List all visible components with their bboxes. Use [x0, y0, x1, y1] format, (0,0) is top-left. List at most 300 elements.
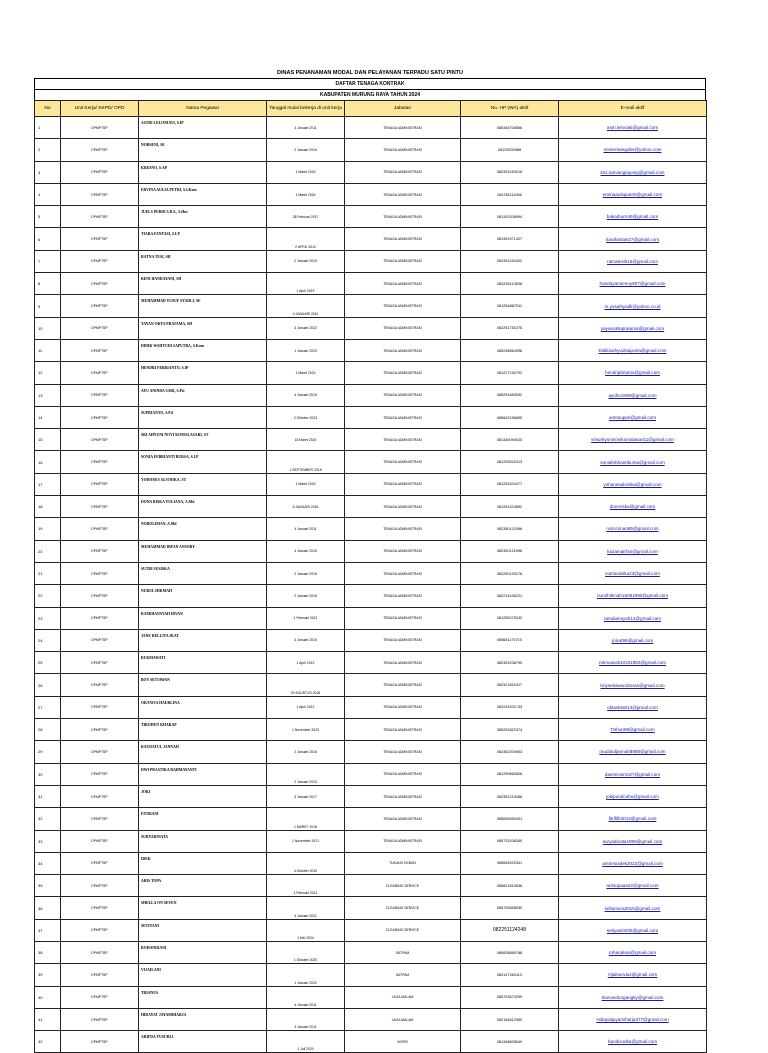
- row-number: 35: [35, 875, 61, 897]
- start-date-cell: 1 Oktober 2020: [267, 941, 345, 963]
- name-cell: MUHAMMAD YUSUF SYADLI, SE: [139, 295, 267, 317]
- name-cell: NURUL HIKMAH: [139, 585, 267, 607]
- start-date-cell: 1 Maret 2024: [267, 473, 345, 495]
- column-header-email: E-mail aktif: [559, 101, 707, 117]
- email-link[interactable]: norol.iman85@gmail.com: [559, 518, 707, 540]
- row-number: 10: [35, 317, 61, 339]
- position-cell: CLEANING SERVICE: [345, 919, 461, 941]
- email-link[interactable]: jokipurulcahu@gmail.com: [559, 785, 707, 807]
- phone-cell: 082352204963: [461, 741, 559, 763]
- table-row: [35, 852, 707, 874]
- position-cell: TENAGA ADMINISTRASI: [345, 117, 461, 139]
- row-number: 2: [35, 139, 61, 161]
- position-cell: TENAGA ADMINISTRASI: [345, 429, 461, 451]
- table-row: [35, 473, 707, 495]
- position-cell: TENAGA ADMINISTRASI: [345, 273, 461, 295]
- email-link[interactable]: yayanoktapratama@gmail.com: [559, 317, 707, 339]
- table-row: [35, 228, 707, 250]
- unit-cell: DPMPTSP: [61, 696, 139, 718]
- name-cell: SHELLA ON SEVEN: [139, 897, 267, 919]
- row-number: 31: [35, 785, 61, 807]
- unit-cell: DPMPTSP: [61, 161, 139, 183]
- name-cell: YOHANES ALVINIKA, ST: [139, 473, 267, 495]
- row-number: 3: [35, 161, 61, 183]
- phone-cell: 085821810636: [461, 875, 559, 897]
- position-cell: TENAGA ADMINISTRASI: [345, 406, 461, 428]
- row-number: 37: [35, 919, 61, 941]
- row-number: 33: [35, 830, 61, 852]
- start-date-cell: 4 Januari 2021: [267, 897, 345, 919]
- name-cell: SUTRI SUSISKA: [139, 562, 267, 584]
- table-row: [35, 384, 707, 406]
- name-cell: ARIFDA YUSURLI: [139, 1031, 267, 1053]
- email-link[interactable]: raudatuljannah8988@gmail.com: [559, 741, 707, 763]
- table-row: [35, 117, 707, 139]
- name-cell: VIJAILANI: [139, 964, 267, 986]
- position-cell: TENAGA ADMINISTRASI: [345, 362, 461, 384]
- name-cell: TIROHUN KHARAP: [139, 719, 267, 741]
- table-row: [35, 317, 707, 339]
- row-number: 20: [35, 540, 61, 562]
- unit-cell: DPMPTSP: [61, 228, 139, 250]
- start-date-cell: 4 Januari 2011: [267, 117, 345, 139]
- header-row: [35, 101, 707, 117]
- phone-cell: 082255113538: [461, 273, 559, 295]
- table-row: [35, 941, 707, 963]
- row-number: 23: [35, 607, 61, 629]
- name-cell: RAUDATUL JANNAH: [139, 741, 267, 763]
- phone-cell: 081253324477: [461, 473, 559, 495]
- unit-cell: DPMPTSP: [61, 830, 139, 852]
- row-number: 16: [35, 451, 61, 473]
- email-link[interactable]: ramdiansyah12@gmail.com: [559, 607, 707, 629]
- table-row: [35, 451, 707, 473]
- row-number: 28: [35, 719, 61, 741]
- unit-cell: DPMPTSP: [61, 339, 139, 361]
- position-cell: TENAGA ADMINISTRASI: [345, 228, 461, 250]
- name-cell: RATNA TESI, SH: [139, 250, 267, 272]
- row-number: 15: [35, 429, 61, 451]
- table-row: [35, 585, 707, 607]
- column-header-no: No: [35, 101, 61, 117]
- position-cell: TENAGA ADMINISTRASI: [345, 763, 461, 785]
- phone-cell: 081345094020: [461, 429, 559, 451]
- phone-cell: 081253542313: [461, 451, 559, 473]
- position-cell: TENAGA ADMINISTRASI: [345, 607, 461, 629]
- name-cell: RUKMAWATI: [139, 652, 267, 674]
- table-row: [35, 540, 707, 562]
- start-date-cell: 1 Februari 2021: [267, 607, 345, 629]
- start-date-cell: 2 Januari 2018: [267, 741, 345, 763]
- unit-cell: DPMPTSP: [61, 986, 139, 1008]
- phone-cell: 082224201733: [461, 696, 559, 718]
- unit-cell: DPMPTSP: [61, 295, 139, 317]
- email-link[interactable]: Hidayatjayamiharja377@gmail.com: [559, 1008, 707, 1030]
- table-row: [35, 986, 707, 1008]
- name-cell: HIDAYAT JAYAMIHARJA: [139, 1008, 267, 1030]
- email-link[interactable]: hendripbrianto@gmail.com: [559, 362, 707, 384]
- position-cell: TENAGA ADMINISTRASI: [345, 317, 461, 339]
- phone-cell: 085733208340: [461, 830, 559, 852]
- row-number: 22: [35, 585, 61, 607]
- table-row: [35, 652, 707, 674]
- table-row: [35, 696, 707, 718]
- unit-cell: DPMPTSP: [61, 250, 139, 272]
- table-row: [35, 518, 707, 540]
- position-cell: TENAGA ADMINISTRASI: [345, 206, 461, 228]
- unit-cell: DPMPTSP: [61, 473, 139, 495]
- email-link[interactable]: sutrisusiska23@gmail.com: [559, 562, 707, 584]
- position-cell: TENAGA ADMINISTRASI: [345, 674, 461, 696]
- phone-cell: 081255275242: [461, 607, 559, 629]
- table-row: [35, 183, 707, 205]
- email-link[interactable]: donnriska@gmail.com: [559, 496, 707, 518]
- column-header-unit: Unit Kerja/ SKPD/ OPD: [61, 101, 139, 117]
- unit-cell: DPMPTSP: [61, 852, 139, 874]
- row-number: 5: [35, 206, 61, 228]
- start-date-cell: 3 Januari 2011: [267, 1008, 345, 1030]
- start-date-cell: 1 SEPTEMBER 2015: [267, 451, 345, 473]
- table-row: [35, 496, 707, 518]
- name-cell: ARIS TOPA: [139, 875, 267, 897]
- position-cell: TENAGA ADMINISTRASI: [345, 161, 461, 183]
- email-link[interactable]: boysetiawandraras@gmail.com: [559, 674, 707, 696]
- email-link[interactable]: jr.ikat96@gmail.com: [559, 629, 707, 651]
- phone-cell: 082352219286: [461, 785, 559, 807]
- start-date-cell: 2 Januari 2016: [267, 139, 345, 161]
- start-date-cell: 3 Januari 2017: [267, 785, 345, 807]
- email-link[interactable]: rukmawati10101982@gmail.com: [559, 652, 707, 674]
- position-cell: CLEANING SERVICE: [345, 875, 461, 897]
- unit-cell: DPMPTSP: [61, 406, 139, 428]
- row-number: 13: [35, 384, 61, 406]
- start-date-cell: 1 Januari 2023: [267, 339, 345, 361]
- position-cell: TENAGA ADMINISTRASI: [345, 585, 461, 607]
- name-cell: NORSENI, SE: [139, 139, 267, 161]
- position-cell: TENAGA ADMINISTRASI: [345, 496, 461, 518]
- row-number: 30: [35, 763, 61, 785]
- position-cell: SATPAM: [345, 964, 461, 986]
- table-row: [35, 830, 707, 852]
- table-row: [35, 964, 707, 986]
- unit-cell: DPMPTSP: [61, 1008, 139, 1030]
- table-row: [35, 429, 707, 451]
- column-header-jabatan: Jabatan: [345, 101, 461, 117]
- position-cell: SATPAM: [345, 941, 461, 963]
- phone-cell: 081254887911: [461, 295, 559, 317]
- name-cell: SRI AHYUNI NOVI KOMALASARI, ST: [139, 429, 267, 451]
- email-link[interactable]: aristopaaa22@gmail.com: [559, 875, 707, 897]
- row-number: 18: [35, 496, 61, 518]
- start-date-cell: 2 Januari 2018: [267, 562, 345, 584]
- row-number: 4: [35, 183, 61, 205]
- table-row: [35, 139, 707, 161]
- unit-cell: DPMPTSP: [61, 585, 139, 607]
- name-cell: HENDRI FEBRIANTO, S.IP: [139, 362, 267, 384]
- table-row: [35, 362, 707, 384]
- email-link[interactable]: suryadinata1988@gmail.com: [559, 830, 707, 852]
- name-cell: DONA RISKA YULIANA, A.Md: [139, 496, 267, 518]
- position-cell: TENAGA ADMINISTRASI: [345, 518, 461, 540]
- unit-cell: DPMPTSP: [61, 919, 139, 941]
- email-link[interactable]: yohanesalvinika@gmail.com: [559, 473, 707, 495]
- phone-cell: 085753670299: [461, 986, 559, 1008]
- name-cell: DWI PRASTIKA RAHMAYANTI: [139, 763, 267, 785]
- start-date-cell: 6 JANUARI 2016: [267, 496, 345, 518]
- email-link[interactable]: astri.leloniati@gmail.com: [559, 117, 707, 139]
- row-number: 34: [35, 852, 61, 874]
- table-row: [35, 897, 707, 919]
- start-date-cell: 2 Januari 2023: [267, 763, 345, 785]
- name-cell: KRESNO, S.AP: [139, 161, 267, 183]
- row-number: 36: [35, 897, 61, 919]
- start-date-cell: 4 Januari 2016: [267, 540, 345, 562]
- position-cell: JAGA MALAM: [345, 1008, 461, 1030]
- email-link[interactable]: ks1.tamianglayang@gmail.com: [559, 161, 707, 183]
- position-cell: TENAGA ADMINISTRASI: [345, 696, 461, 718]
- phone-cell: 082251124248: [461, 919, 559, 941]
- unit-cell: DPMPTSP: [61, 763, 139, 785]
- email-link[interactable]: Didikwahyudisaputra@gmail.com: [559, 339, 707, 361]
- start-date-cell: 4 Januari 2011: [267, 986, 345, 1008]
- start-date-cell: 3 Januari 2022: [267, 317, 345, 339]
- table-row: [35, 607, 707, 629]
- email-link[interactable]: setiyani0205@gmail.com: [559, 919, 707, 941]
- email-link[interactable]: ayufio1908@gmail.com: [559, 384, 707, 406]
- name-cell: IDEK: [139, 852, 267, 874]
- email-link[interactable]: antonsuidek2022@gmail.com: [559, 852, 707, 874]
- start-date-cell: 2 Januari 2018: [267, 585, 345, 607]
- unit-cell: DPMPTSP: [61, 451, 139, 473]
- email-link[interactable]: rohandiani@gmail.com: [559, 941, 707, 963]
- row-number: 24: [35, 629, 61, 651]
- row-number: 17: [35, 473, 61, 495]
- name-cell: ROHANDIANI: [139, 941, 267, 963]
- unit-cell: DPMPTSP: [61, 629, 139, 651]
- table-row: [35, 919, 707, 941]
- phone-cell: 082353160016: [461, 161, 559, 183]
- row-number: 27: [35, 696, 61, 718]
- email-link[interactable]: m.yusufsyadli@yahoo.co.id: [559, 295, 707, 317]
- phone-cell: 085602156895: [461, 406, 559, 428]
- unit-cell: DPMPTSP: [61, 384, 139, 406]
- position-cell: TENAGA ADMINISTRASI: [345, 473, 461, 495]
- email-link[interactable]: Tishun68@gmail.com: [559, 719, 707, 741]
- phone-cell: 085252822374: [461, 719, 559, 741]
- position-cell: CLEANING SERVICE: [345, 897, 461, 919]
- phone-cell: 082353238795: [461, 652, 559, 674]
- name-cell: TIARA FANTASI, S.I.P: [139, 228, 267, 250]
- phone-cell: 085654520341: [461, 852, 559, 874]
- position-cell: TENAGA ADMINISTRASI: [345, 719, 461, 741]
- name-cell: JANE RELLITA IKAT: [139, 629, 267, 651]
- position-cell: TENAGA ADMINISTRASI: [345, 451, 461, 473]
- name-cell: MUHAMMAD IRFAN ANSORY: [139, 540, 267, 562]
- column-header-hp: No. HP (WA) aktif: [461, 101, 559, 117]
- position-cell: TENAGA ADMINISTRASI: [345, 250, 461, 272]
- row-number: 14: [35, 406, 61, 428]
- row-number: 25: [35, 652, 61, 674]
- phone-cell: 082147463113: [461, 964, 559, 986]
- unit-cell: DPMPTSP: [61, 719, 139, 741]
- start-date-cell: 4 Oktober 2010: [267, 852, 345, 874]
- email-link[interactable]: ratnatesi516@gmail.com: [559, 250, 707, 272]
- email-link[interactable]: soniafebriantibursa@gmail.com: [559, 451, 707, 473]
- table-row: [35, 785, 707, 807]
- unit-cell: DPMPTSP: [61, 496, 139, 518]
- name-cell: DIDIK WAHYUDI SAPUTRA, S.Kom: [139, 339, 267, 361]
- email-link[interactable]: Vijailaniviaz@gmail.com: [559, 964, 707, 986]
- phone-cell: 085248864398: [461, 339, 559, 361]
- phone-cell: 085651170710: [461, 629, 559, 651]
- email-link[interactable]: norseniwegabs@yahoo.com: [559, 139, 707, 161]
- name-cell: RENI HANDAYANI, SH: [139, 273, 267, 295]
- unit-cell: DPMPTSP: [61, 674, 139, 696]
- unit-cell: DPMPTSP: [61, 317, 139, 339]
- name-cell: AYU ANINDA SARI, S.Psi: [139, 384, 267, 406]
- table-row: [35, 808, 707, 830]
- row-number: 26: [35, 674, 61, 696]
- phone-cell: 085695550401: [461, 808, 559, 830]
- row-number: 39: [35, 964, 61, 986]
- position-cell: TENAGA ADMINISTRASI: [345, 652, 461, 674]
- email-link[interactable]: bandixodka@gmail.com: [559, 1031, 707, 1053]
- position-cell: TENAGA ADMINISTRASI: [345, 139, 461, 161]
- row-number: 32: [35, 808, 61, 830]
- table-row: [35, 273, 707, 295]
- position-cell: TENAGA ADMINISTRASI: [345, 384, 461, 406]
- email-link[interactable]: ervinaauliaputri0@gmail.com: [559, 183, 707, 205]
- position-cell: TENAGA ADMINISTRASI: [345, 785, 461, 807]
- phone-cell: 085345706566: [461, 117, 559, 139]
- start-date-cell: 1 MARET 2016: [267, 808, 345, 830]
- name-cell: OKTAVIA HAURLINA: [139, 696, 267, 718]
- start-date-cell: 4 Januari 2016: [267, 629, 345, 651]
- unit-cell: DPMPTSP: [61, 540, 139, 562]
- unit-cell: DPMPTSP: [61, 429, 139, 451]
- table-row: [35, 161, 707, 183]
- row-number: 42: [35, 1031, 61, 1053]
- table-row: [35, 250, 707, 272]
- name-cell: SUPRIANTO, S.Pd: [139, 406, 267, 428]
- phone-cell: 082351150402: [461, 250, 559, 272]
- position-cell: TENAGA ADMINISTRASI: [345, 830, 461, 852]
- start-date-cell: 28 Februari 2017: [267, 206, 345, 228]
- table-row: [35, 629, 707, 651]
- start-date-cell: 1 April 2013: [267, 652, 345, 674]
- start-date-cell: 1 Maret 2024: [267, 161, 345, 183]
- phone-cell: 085828869788: [461, 941, 559, 963]
- email-link[interactable]: daeminisms27@gmail.com: [559, 763, 707, 785]
- position-cell: TENAGA ADMINISTRASI: [345, 562, 461, 584]
- name-cell: JUELS PERDI S.D.S., S.Hut: [139, 206, 267, 228]
- row-number: 40: [35, 986, 61, 1008]
- phone-cell: 082321821917: [461, 674, 559, 696]
- table-row: [35, 562, 707, 584]
- row-number: 21: [35, 562, 61, 584]
- table-row: [35, 339, 707, 361]
- name-cell: BOY SETIAWAN: [139, 674, 267, 696]
- email-link[interactable]: kazamairfan@gmail.com: [559, 540, 707, 562]
- phone-cell: 081251324892: [461, 496, 559, 518]
- position-cell: TENAGA ADMINISTRASI: [345, 540, 461, 562]
- document-region: KABUPATEN MURUNG RAYA TAHUN 2024: [34, 89, 706, 100]
- row-number: 41: [35, 1008, 61, 1030]
- start-date-cell: 2 APRIL 2012: [267, 228, 345, 250]
- start-date-cell: 1 Januari 2022: [267, 964, 345, 986]
- unit-cell: DPMPTSP: [61, 964, 139, 986]
- email-link[interactable]: sriwahyuninovikomalasari11@gmail.com: [559, 429, 707, 451]
- name-cell: NOROLIMAN, A.Md: [139, 518, 267, 540]
- row-number: 6: [35, 228, 61, 250]
- phone-cell: 082154812969: [461, 1008, 559, 1030]
- start-date-cell: 1 Februari 2021: [267, 875, 345, 897]
- table-row: [35, 206, 707, 228]
- email-link[interactable]: trianusdungangky@gmail.com: [559, 986, 707, 1008]
- unit-cell: DPMPTSP: [61, 139, 139, 161]
- phone-cell: 082251751075: [461, 317, 559, 339]
- position-cell: TENAGA ADMINISTRASI: [345, 295, 461, 317]
- table-row: [35, 674, 707, 696]
- email-link[interactable]: nurulhikmah15081990@gmail.com: [559, 585, 707, 607]
- unit-cell: DPMPTSP: [61, 785, 139, 807]
- start-date-cell: 1 Maret 2024: [267, 183, 345, 205]
- table-row: [35, 719, 707, 741]
- email-link[interactable]: antosuppri@gmail.com: [559, 406, 707, 428]
- email-link[interactable]: sellamura2015@gmail.com: [559, 897, 707, 919]
- position-cell: SOPIR: [345, 1031, 461, 1053]
- email-link[interactable]: bakarburn49@gmail.com: [559, 206, 707, 228]
- employee-table: [34, 100, 707, 1053]
- email-link[interactable]: handayanirenny807@gmail.com: [559, 273, 707, 295]
- email-link[interactable]: tiarafantasi27@gmail.com: [559, 228, 707, 250]
- name-cell: SURYADINATA: [139, 830, 267, 852]
- row-number: 1: [35, 117, 61, 139]
- table-row: [35, 295, 707, 317]
- table-row: [35, 741, 707, 763]
- document-title: DINAS PENANAMAN MODAL DAN PELAYANAN TERPADU SATU PINTU: [277, 70, 463, 76]
- email-link[interactable]: oktaokta013@gmail.com: [559, 696, 707, 718]
- start-date-cell: 2 Oktober 2023: [267, 406, 345, 428]
- start-date-cell: 1 April 2019: [267, 273, 345, 295]
- unit-cell: DPMPTSP: [61, 875, 139, 897]
- name-cell: TRIANUS: [139, 986, 267, 1008]
- unit-cell: DPMPTSP: [61, 1031, 139, 1053]
- phone-cell: 081251111066: [461, 183, 559, 205]
- position-cell: TENAGA ADMINISTRASI: [345, 339, 461, 361]
- name-cell: JOKI: [139, 785, 267, 807]
- start-date-cell: 4 JANUARI 2011: [267, 295, 345, 317]
- phone-cell: 08125330988: [461, 139, 559, 161]
- column-header-nama: Nama Pegawai: [139, 101, 267, 117]
- unit-cell: DPMPTSP: [61, 518, 139, 540]
- name-cell: YAYAN OKTA PRATAMA, SH: [139, 317, 267, 339]
- position-cell: TENAGA ADMINISTRASI: [345, 808, 461, 830]
- row-number: 8: [35, 273, 61, 295]
- name-cell: ASTRI LELONIATI, S.IP: [139, 117, 267, 139]
- email-link[interactable]: fitrififit3014@gmail.com: [559, 808, 707, 830]
- name-cell: RAMDIANSYAH IRVAN: [139, 607, 267, 629]
- unit-cell: DPMPTSP: [61, 897, 139, 919]
- table-row: [35, 1031, 707, 1053]
- spreadsheet: [34, 68, 706, 1053]
- phone-cell: 081227150792: [461, 362, 559, 384]
- phone-cell: 085705858939: [461, 897, 559, 919]
- phone-cell: 082250193176: [461, 562, 559, 584]
- unit-cell: DPMPTSP: [61, 362, 139, 384]
- document-subtitle: DAFTAR TENAGA KONTRAK: [34, 78, 706, 89]
- start-date-cell: 1 April 2013: [267, 696, 345, 718]
